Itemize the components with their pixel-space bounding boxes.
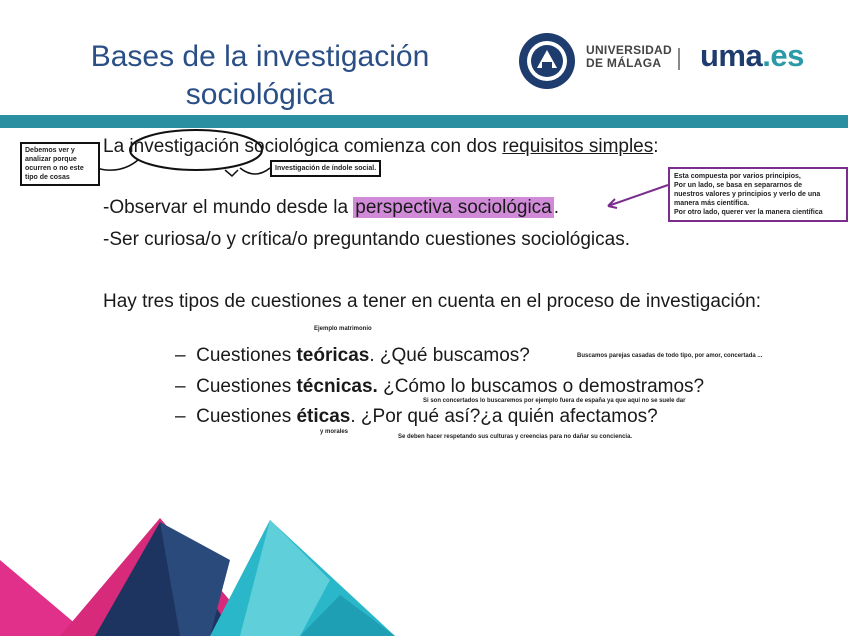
req1-suffix: . — [553, 197, 560, 218]
intro-text: sociológica comienza con dos — [239, 136, 503, 157]
req1-text: -Observar el mundo desde la — [103, 197, 354, 218]
bullet-bold: éticas — [296, 406, 351, 427]
bullet-bold: teóricas — [296, 345, 370, 366]
req1-highlight: perspectiva sociológica — [355, 197, 552, 218]
intro-text: La — [103, 136, 130, 157]
bullet-tecnicas — [175, 376, 704, 398]
annotation-right-line: Esta compuesta por varios principios, — [674, 173, 801, 180]
bullet-text: ¿Cómo lo buscamos o demostramos? — [377, 376, 705, 397]
intro-circled-word: investigación — [129, 136, 240, 157]
annotation-right-line: manera más científica. — [674, 200, 750, 207]
requirement-2: -Ser curiosa/o y crítica/o preguntando cuestiones sociológicas. — [103, 229, 630, 250]
annotation-right-line: nuestros valores y principios y verlo de una — [674, 191, 821, 198]
annotation-left-box: Debemos ver y analizar porque ocurren o no este tipo de cosas — [20, 142, 100, 186]
uma-text: uma — [700, 38, 763, 73]
requirement-1 — [103, 197, 559, 219]
annotation-indole-box: Investigación de índole social. — [270, 160, 381, 177]
intro-colon: : — [653, 136, 659, 157]
decorative-mountains — [0, 500, 420, 636]
annotation-tecnicas: Si son concertados lo buscaremos por ejemplo fuera de españa ya que aquí no se suele dar — [423, 398, 686, 404]
annotation-eticas: Se deben hacer respetando sus culturas y creencias para no dañar su conciencia. — [398, 434, 633, 440]
annotation-right-box — [668, 167, 848, 222]
intro-underlined: requisitos simples — [502, 136, 654, 157]
annotation-teoricas: Buscamos parejas casadas de todo tipo, por amor, concertada ... — [577, 353, 763, 359]
bullet-text: . ¿Qué buscamos? — [369, 345, 530, 366]
bullet-teoricas — [175, 345, 530, 367]
annotation-morales: y morales — [320, 429, 349, 435]
bullet-eticas — [175, 406, 658, 428]
bullet-text: Cuestiones — [196, 376, 297, 397]
bullet-text: Cuestiones — [196, 406, 297, 427]
bullet-text: . ¿Por qué así?¿a quién afectamos? — [350, 406, 658, 427]
bullet-dash: – — [175, 406, 186, 427]
annotation-right-line: Por un lado, se basa en separarnos de — [674, 182, 802, 189]
annotation-right-line: Por otro lado, querer ver la manera científica — [674, 209, 823, 216]
types-intro: Hay tres tipos de cuestiones a tener en cuenta en el proceso de investigación: — [103, 291, 762, 312]
es-text: .es — [762, 38, 804, 73]
bullet-dash: – — [175, 376, 186, 397]
bullet-dash: – — [175, 345, 186, 366]
university-name-logo: UNIVERSIDAD DE MÁLAGA — [586, 43, 672, 70]
annotation-ejemplo: Ejemplo matrimonio — [314, 326, 372, 332]
page-title: Bases de la investigación sociológica — [90, 40, 430, 111]
intro-line — [103, 136, 659, 158]
bullet-bold: técnicas. — [296, 376, 378, 397]
bullet-text: Cuestiones — [196, 345, 297, 366]
